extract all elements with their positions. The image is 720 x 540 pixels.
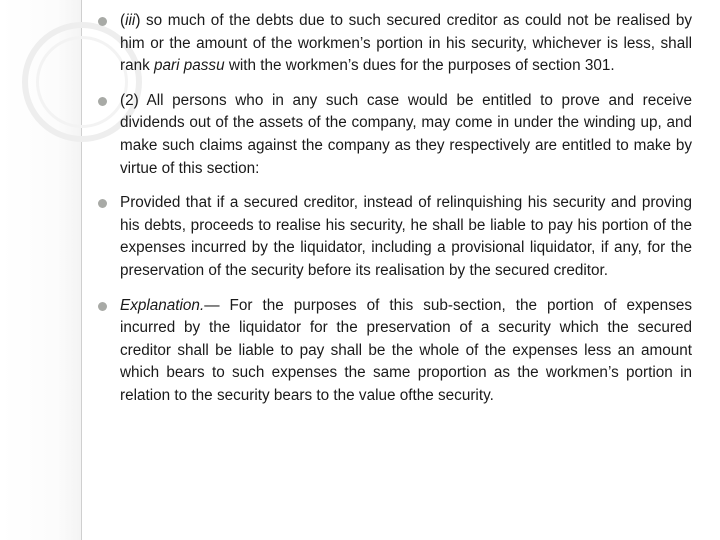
bullet-item	[96, 10, 692, 78]
bullet-text-italic: pari passu	[154, 57, 225, 75]
bullet-item	[96, 295, 692, 408]
bullet-text: Provided that if a secured creditor, instead of relinquishing his security and proving his debts, proceeds to realise his security, he shall be liable to pay his portion of the expenses incurred by the liquidator, including a provisional liquidator, if any, for the preservation of the security before its realisation by the secured creditor.	[120, 194, 692, 279]
bullet-icon	[98, 17, 107, 26]
bullet-text: ) so much of the debts due to such secured creditor as could not be realised by him or the amount of the workmen’s portion in his security, whichever is less, shall rank	[120, 12, 692, 75]
bullet-icon	[98, 302, 107, 311]
bullet-icon	[98, 97, 107, 106]
bullet-text: (2) All persons who in any such case would be entitled to prove and receive dividends out of the assets of the company, may come in under the winding up, and make such claims against the company as they respectively are entitled to make by virtue of this section:	[120, 91, 692, 177]
bullet-text: — For the purposes of this sub-section, the portion of expenses incurred by the liquidator for the preservation of a security which the secured creditor shall be liable to pay shall be the whole of the expenses less an amount which bears to such expenses the same proportion as the workmen’s portion in relation to the security bears to the value ofthe security.	[120, 296, 692, 404]
bullet-list	[96, 10, 692, 408]
bullet-icon	[98, 199, 107, 208]
bullet-text-prefix: (	[120, 12, 126, 29]
slide-content	[96, 10, 692, 420]
bullet-text-italic: iii	[125, 12, 136, 29]
bullet-item	[96, 90, 692, 180]
bullet-text-italic: Explanation.	[120, 296, 205, 314]
bullet-item	[96, 192, 692, 282]
bullet-text: with the workmen’s dues for the purposes of section 301.	[224, 57, 615, 75]
